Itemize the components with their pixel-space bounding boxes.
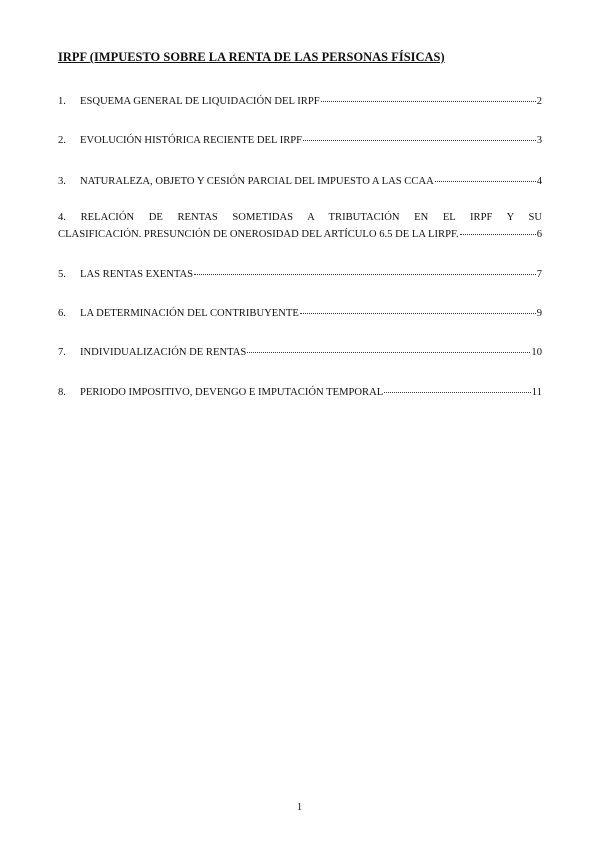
toc-entry-title: LA DETERMINACIÓN DEL CONTRIBUYENTE (80, 308, 299, 319)
toc-entry-title-line-1: RELACIÓN DE RENTAS SOMETIDAS A TRIBUTACIÓN EN EL IRPF Y SU (80, 212, 542, 223)
toc-entry-6[interactable] (58, 304, 542, 321)
dot-leader (194, 263, 536, 275)
toc-entry-title: LAS RENTAS EXENTAS (80, 269, 194, 280)
toc-entry-8[interactable] (58, 383, 542, 400)
toc-entry-5[interactable] (58, 265, 542, 282)
toc-entry-page: 6 (536, 229, 542, 240)
toc-entry-page: 4 (536, 176, 542, 187)
dot-leader (300, 302, 536, 314)
toc-entry-number: 1. (58, 96, 66, 107)
toc-entry-number: 4. (58, 212, 66, 223)
toc-entry-title: EVOLUCIÓN HISTÓRICA RECIENTE DEL IRPF (80, 135, 303, 146)
toc-entry-page: 9 (536, 308, 542, 319)
toc-entry-title: PERIODO IMPOSITIVO, DEVENGO E IMPUTACIÓN TEMPORAL (80, 387, 384, 398)
toc-entry-title: ESQUEMA GENERAL DE LIQUIDACIÓN DEL IRPF (80, 96, 320, 107)
toc-entry-2[interactable] (58, 131, 542, 148)
toc-entry-number: 7. (58, 347, 66, 358)
toc-entry-page: 10 (531, 347, 542, 358)
dot-leader (460, 223, 536, 235)
toc-entry-number: 5. (58, 269, 66, 280)
toc-entry-page: 7 (536, 269, 542, 280)
dot-leader (435, 170, 536, 182)
toc-entry-title: NATURALEZA, OBJETO Y CESIÓN PARCIAL DEL IMPUESTO A LAS CCAA (80, 176, 434, 187)
toc-entry-page: 11 (531, 387, 542, 398)
toc-entry-title-line-2: CLASIFICACIÓN. PRESUNCIÓN DE ONEROSIDAD DEL ARTÍCULO 6.5 DE LA LIRPF. (58, 229, 459, 240)
toc-entry-number: 8. (58, 387, 66, 398)
toc-entry-1[interactable] (58, 92, 542, 109)
dot-leader (384, 381, 531, 393)
toc-entry-4[interactable] (58, 210, 542, 242)
toc-entry-page: 3 (536, 135, 542, 146)
dot-leader (303, 129, 536, 141)
dot-leader (247, 341, 530, 353)
dot-leader (321, 90, 536, 102)
toc-entry-number: 6. (58, 308, 66, 319)
toc-entry-3[interactable] (58, 172, 542, 189)
toc-entry-number: 2. (58, 135, 66, 146)
page-number: 1 (296, 802, 303, 813)
toc-entry-page: 2 (536, 96, 542, 107)
toc-entry-number: 3. (58, 176, 66, 187)
toc-entry-title: INDIVIDUALIZACIÓN DE RENTAS (80, 347, 247, 358)
toc-entry-7[interactable] (58, 343, 542, 360)
page-title: IRPF (IMPUESTO SOBRE LA RENTA DE LAS PERSONAS FÍSICAS) (58, 50, 445, 64)
